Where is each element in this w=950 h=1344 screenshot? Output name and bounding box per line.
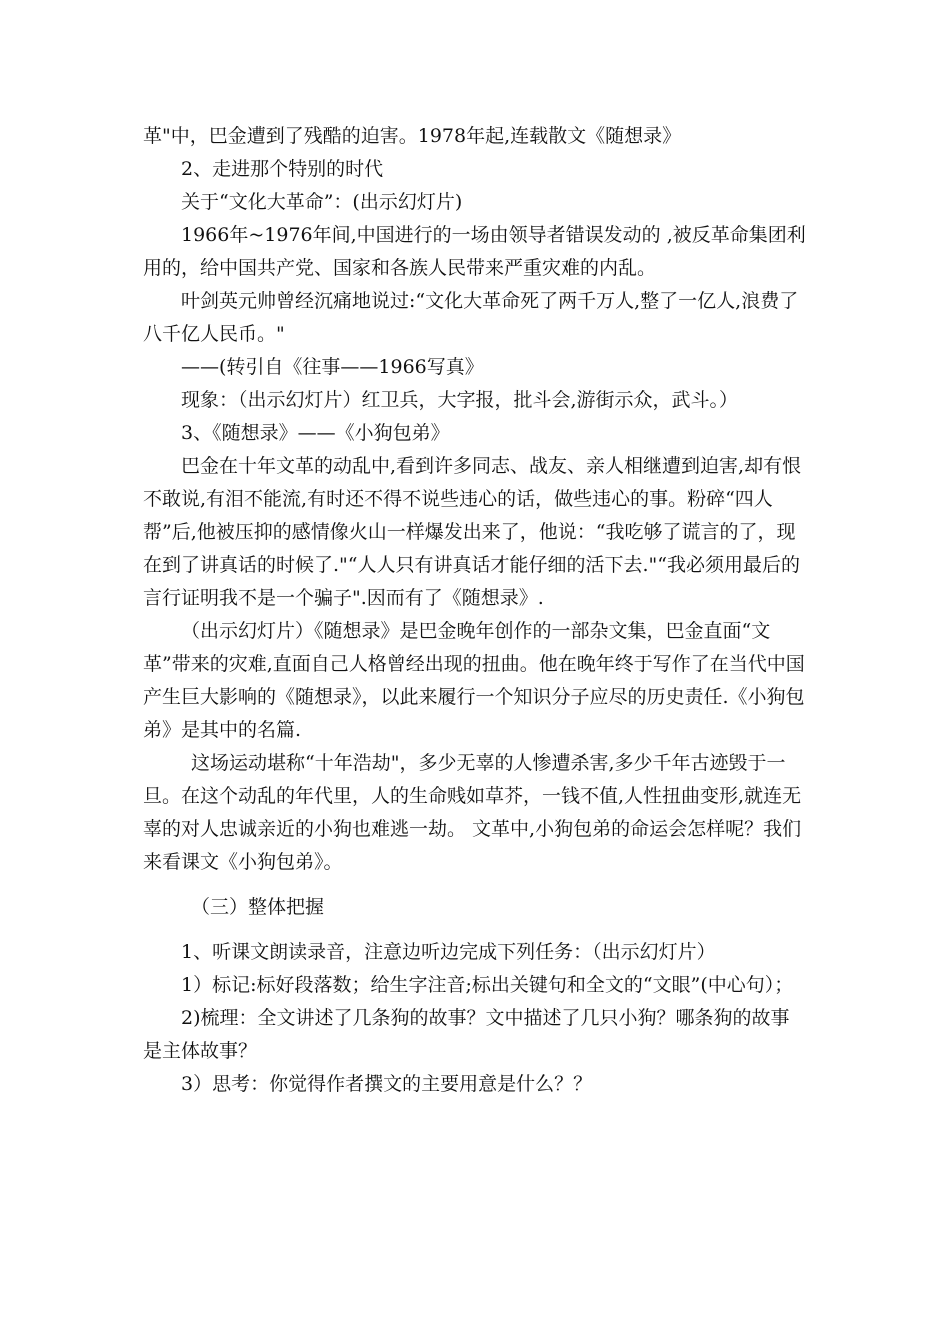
paragraph-suixianglu-description: （出示幻灯片）《随想录》是巴金晚年创作的一部杂文集，巴金直面“文革”带来的灾难,直面自己人格曾经出现的扭曲。他在晚年终于写作了在当代中国产生巨大影响的《随想录》，以此来履行一个知识分子应尽的历史责任.《小狗包弟》是其中的名篇.: [143, 620, 805, 741]
task-listen: 1、听课文朗读录音，注意边听边完成下列任务：（出示幻灯片）: [181, 941, 716, 963]
citation-line: ——(转引自《往事——1966写真》: [181, 356, 484, 378]
section-heading-suixianglu: 3、《随想录》——《小狗包弟》: [181, 422, 450, 444]
paragraph-continuation: 革"中，巴金遭到了残酷的迫害。1978年起,连载散文《随想录》: [143, 125, 682, 147]
section-heading-era: 2、走进那个特别的时代: [181, 158, 384, 180]
spacer: [143, 879, 808, 891]
paragraph-bajin-decade: 巴金在十年文革的动乱中,看到许多同志、战友、亲人相继遭到迫害,却有恨不敢说,有泪不能流,有时还不得不说些违心的话，做些违心的事。粉碎“四人帮”后,他被压抑的感情像火山一样爆发出来了，他说：“我吃够了谎言的了，现在到了讲真话的时候了."“人人只有讲真话才能仔细的活下去."“我必须用最后的言行证明我不是一个骗子".因而有了《随想录》.: [143, 455, 802, 609]
document-body: [143, 120, 808, 1101]
task-organize: 2)梳理：全文讲述了几条狗的故事？文中描述了几只小狗？哪条狗的故事是主体故事？: [143, 1007, 790, 1062]
task-think: 3）思考：你觉得作者撰文的主要用意是什么？？: [181, 1073, 593, 1095]
paragraph-ten-year-catastrophe: 这场运动堪称“十年浩劫"，多少无辜的人惨遭杀害,多少千年古迹毁于一旦。在这个动乱的年代里，人的生命贱如草芥，一钱不值,人性扭曲变形,就连无辜的对人忠诚亲近的小狗也难逃一劫。 文革中,小狗包弟的命运会怎样呢？我们来看课文《小狗包弟》。: [143, 752, 802, 873]
spacer: [143, 924, 808, 936]
paragraph-cultural-revolution-intro: 关于“文化大革命”：(出示幻灯片): [181, 191, 463, 213]
paragraph-1966-1976: 1966年~1976年间,中国进行的一场由领导者错误发动的 ,被反革命集团利用的，给中国共产党、国家和各族人民带来严重灾难的内乱。: [143, 224, 806, 279]
task-mark: 1）标记:标好段落数；给生字注音;标出关键句和全文的“文眼”(中心句）；: [181, 974, 794, 996]
paragraph-ye-jianying-quote: 叶剑英元帅曾经沉痛地说过:“文化大革命死了两千万人,整了一亿人,浪费了八千亿人民币。": [143, 290, 799, 345]
paragraph-phenomena: 现象：（出示幻灯片）红卫兵，大字报，批斗会,游街示众，武斗。）: [181, 389, 739, 411]
section-heading-overall: （三）整体把握: [191, 896, 325, 918]
